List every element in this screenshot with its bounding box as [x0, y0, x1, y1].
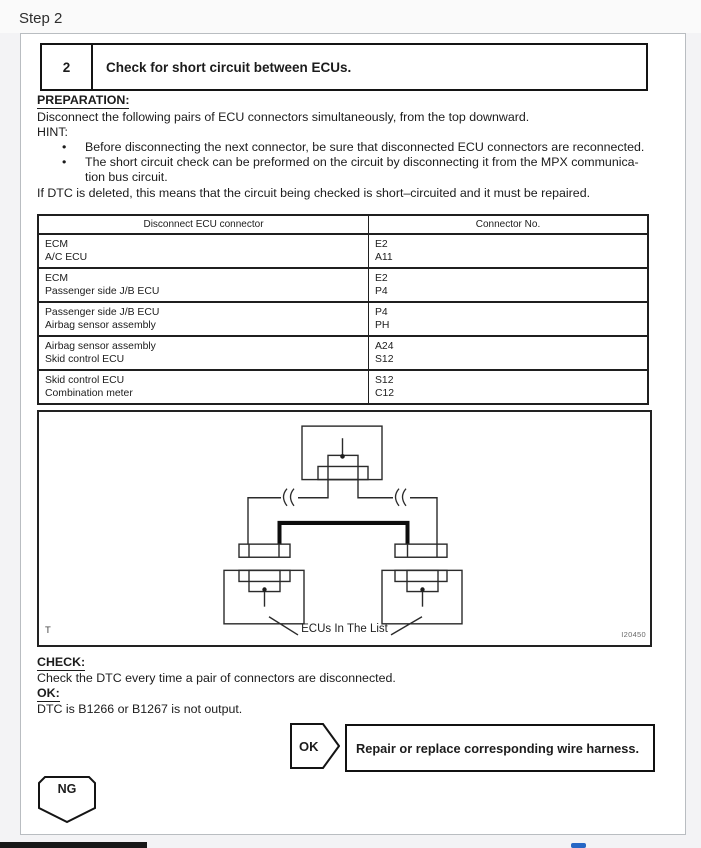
ecu-pair-cell: Airbag sensor assembly Skid control ECU [39, 337, 369, 369]
circuit-diagram-drawing [39, 412, 650, 645]
bottom-blue-indicator [571, 843, 586, 848]
column-header-connector-no: Connector No. [475, 219, 541, 230]
connector-no-cell: E2 A11 [375, 239, 393, 264]
ng-flow-tag [38, 776, 96, 824]
check-instruction: Check the DTC every time a pair of connectors are disconnected. [37, 671, 396, 685]
left-connector-bar [239, 544, 290, 557]
page-top-margin [0, 0, 701, 33]
bullet-icon: • [62, 155, 67, 169]
manual-page [20, 33, 686, 835]
ecu-pair-cell: Skid control ECU Combination meter [39, 371, 369, 403]
mpx-circuit-diagram [37, 410, 652, 647]
table-row [39, 335, 647, 369]
ecu-pair-cell: Passenger side J/B ECU Airbag sensor assembly [39, 303, 369, 335]
hint-item: Before disconnecting the next connector, be sure that disconnected ECU connectors are reconnected. [85, 140, 645, 154]
ng-flow-label: NG [57, 782, 77, 796]
step-header-box [40, 43, 648, 91]
dtc-note: If DTC is deleted, this means that the circuit being checked is short–circuited and it must be repaired. [37, 186, 591, 200]
diagram-corner-mark: T [45, 625, 51, 636]
right-connector-bar [395, 544, 447, 557]
connector-no-cell: S12 C12 [375, 375, 395, 400]
ok-action-box: Repair or replace corresponding wire harness. [345, 724, 655, 772]
ecu-pair-cell: ECM Passenger side J/B ECU [39, 269, 369, 301]
step-number: 2 [42, 45, 93, 89]
ok-condition: DTC is B1266 or B1267 is not output. [37, 702, 243, 716]
hint-item: The short circuit check can be preformed on the circuit by disconnecting it from the MPX communica- [85, 155, 639, 169]
ok-heading: OK: [37, 686, 60, 700]
ok-flow-arrow [290, 723, 340, 769]
junction-dot [340, 454, 345, 459]
junction-dot [420, 587, 424, 591]
preparation-heading: PREPARATION: [37, 93, 130, 107]
connector-table [37, 214, 649, 405]
table-row [39, 233, 647, 267]
ok-flow-label: OK [299, 738, 319, 754]
connector-no-cell: P4 PH [375, 307, 390, 332]
hint-item-continuation: tion bus circuit. [85, 170, 168, 184]
figure-code: I20450 [621, 630, 646, 639]
step-title: Check for short circuit between ECUs. [106, 59, 352, 75]
table-row [39, 301, 647, 335]
table-row [39, 369, 647, 403]
ecu-pair-cell: ECM A/C ECU [39, 235, 369, 267]
junction-dot [262, 587, 266, 591]
diagram-caption: ECUs In The List [301, 623, 388, 635]
bottom-window-edge [0, 842, 147, 848]
bullet-icon: • [62, 140, 67, 154]
connector-no-cell: A24 S12 [375, 341, 394, 366]
hint-label: HINT: [37, 125, 68, 139]
step-label: Step 2 [19, 10, 63, 27]
table-row [39, 267, 647, 301]
preparation-intro: Disconnect the following pairs of ECU connectors simultaneously, from the top downward. [37, 110, 530, 124]
table-header-row [39, 216, 647, 233]
column-header-disconnect: Disconnect ECU connector [39, 216, 369, 233]
short-circuit-bridge [280, 523, 408, 544]
check-heading: CHECK: [37, 655, 86, 669]
connector-no-cell: E2 P4 [375, 273, 388, 298]
